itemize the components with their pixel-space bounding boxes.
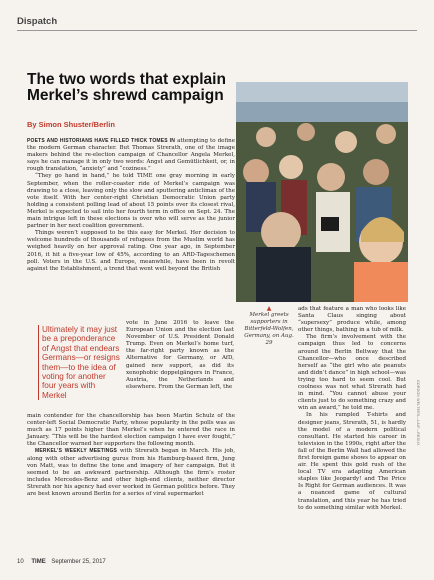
body-column-top <box>27 138 235 273</box>
magazine-brand: TIME <box>31 559 46 565</box>
wrap-column: vote in June 2016 to leave the European Union and the election last November of U.S. President Donald Trump. Even on Merkel’s home turf, the far-right party known as the Alternative for Germany, or AfD, gained new support, as did its xenophobic doppelgängers in France, Austria, the Netherlands and elsewhere. From the German left, the <box>126 320 234 390</box>
caret-up-icon: ▲ <box>266 305 272 312</box>
photo-credit: GORDON WELTERS—LAIF—REDUX <box>416 380 420 446</box>
right-column <box>298 306 406 512</box>
header-rule <box>17 30 417 31</box>
page-number: 10 <box>17 559 24 565</box>
byline: By Simon Shuster/Berlin <box>27 120 115 129</box>
right-paragraph-2: The firm’s involvement with the campaign thus led to concerns around the Berlin Beltway that the Chancellor—who once described herself as “the girl who ate peanuts and didn’t dance” in high school—was trying too hard to seem cool. But coolness was not what Strerath had in mind. “You cannot abuse your clients just to do something crazy and win an award,” he told me. <box>298 334 406 412</box>
paragraph-3: Things weren’t supposed to be this easy for Merkel. Her decision to welcome hundreds of thousands of refugees from the Muslim world has weighed heavily on her approval rating. One year ago, in September 2016, it hit a five-year low of 45%, according to an ARD-Tageschemen poll. Voters in the U.S. and Europe, meanwhile, have been in revolt against the Establishment, a trend that went well beyond the British <box>27 230 235 272</box>
right-paragraph-3: In his rumpled T-shirts and designer jeans, Strerath, 51, is hardly the model of a modern political consultant. He started his career in television in the 1990s, right after the fall of the Berlin Wall had allowed the first foreign game shows to appear on air. He spent this gold rush of the local TV era adapting American staples like Jeopardy! and The Price Is Right for German audiences. It was a nuanced game of cultural translation, and this year he has tried to do something similar with Merkel. <box>298 412 406 511</box>
pull-quote: Ultimately it may just be a preponderance of Angst that endears Germans—or resigns them—to the idea of voting for another four years with Merkel <box>38 325 120 400</box>
paragraph-1-text: attempting to define the modern German character. But Thomas Strerath, one of the image makers behind the re-election campaign of Chancellor Angela Merkel, says he can manage it in only two words: Angst and Gemütlichkeit, or, in rough translation, “anxiety” and “coziness.” <box>27 138 236 173</box>
right-paragraph-1: ads that feature a man who looks like Santa Claus singing about “supersexy” produce while, among other things, bathing in a tub of milk. <box>298 306 406 334</box>
paragraph-2: “They go hand in hand,” he told TIME one gray morning in early September, when the roller-coaster ride of Merkel’s campaign was drawing to a close, leaving only the slow and sputtering anticlimax of the vote itself. With her center-right Christian Democratic Union party holding a consistent polling lead of about 15 points over its closest rival, Merkel is expected to sail into her fourth term in office on Sept. 24. The main intrigue left in these elections is over who will serve as the junior partner in her next coalition government. <box>27 173 235 230</box>
lead-caps: POETS AND HISTORIANS HAVE FILLED THICK TOMES IN <box>27 138 176 144</box>
page-footer <box>17 559 106 565</box>
paragraph-1 <box>27 138 235 173</box>
campaign-photo <box>236 82 408 302</box>
section-lead-caps: MERKEL’S WEEKLY MEETINGS <box>35 448 118 455</box>
issue-date: September 25, 2017 <box>51 559 106 565</box>
paragraph-4: main contender for the chancellorship has been Martin Schulz of the center-left Social Democratic Party, whose popularity in the polls was as much as 17 points higher than Merkel’s when he entered the race in January. “This will be the hardest election campaign I have ever fought,” the Chancellor warned her supporters the following month. <box>27 413 235 448</box>
paragraph-5-text: with Strerath began in March. His job, along with other advertising gurus from his Hamburg-based firm, Jung von Matt, was to define the tone and imagery of her campaign. But it seemed to be an awkward partnership. Although the firm’s roster includes Mercedes-Benz and other high-end clients, neither director Strerath nor his agency had ever worked in German politics before. They are best known around Berlin for a series of viral supermarket <box>27 448 235 498</box>
section-tag: Dispatch <box>17 16 58 27</box>
photo-caption <box>243 306 295 347</box>
body-column-bottom <box>27 413 235 498</box>
headline: The two words that explain Merkel’s shrewd campaign <box>27 71 226 104</box>
paragraph-5 <box>27 448 235 498</box>
caption-text: Merkel greets supporters in Bitterfeld-Wolfen, Germany, on Aug. 29 <box>244 312 294 346</box>
